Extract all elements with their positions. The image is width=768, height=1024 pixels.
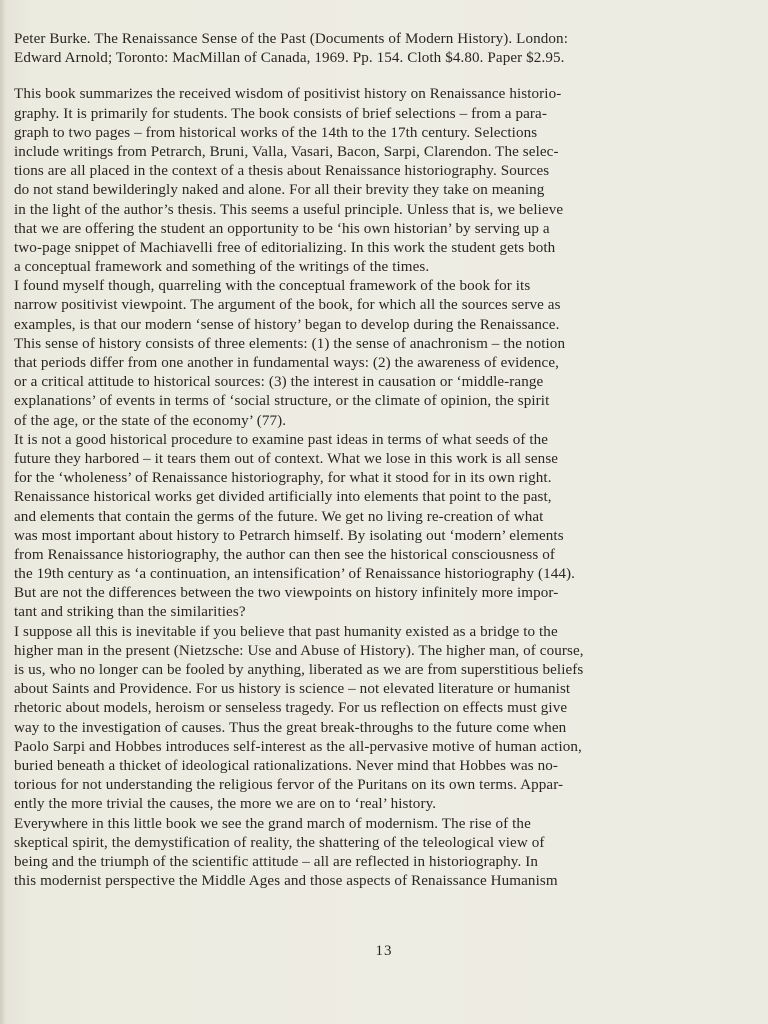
- body-line: from Renaissance historiography, the author can then see the historical consciousness of: [14, 546, 555, 563]
- body-line: It is not a good historical procedure to examine past ideas in terms of what seeds of the: [14, 431, 549, 448]
- body-line: graph to two pages – from historical works of the 14th to the 17th century. Selections: [14, 124, 538, 141]
- body-line: Renaissance historical works get divided artificially into elements that point to the past,: [14, 489, 552, 506]
- body-line: This sense of history consists of three elements: (1) the sense of anachronism – the notion: [14, 335, 566, 352]
- body-line: Paolo Sarpi and Hobbes introduces self-interest as the all-pervasive motive of human action,: [14, 738, 582, 755]
- body-line: include writings from Petrarch, Bruni, Valla, Vasari, Bacon, Sarpi, Clarendon. The selec-: [14, 143, 559, 160]
- body-line: higher man in the present (Nietzsche: Use and Abuse of History). The higher man, of course,: [14, 642, 584, 659]
- body-line: rhetoric about models, heroism or senseless tragedy. For us reflection on effects must give: [14, 700, 568, 717]
- body-line: for the ‘wholeness’ of Renaissance historiography, for what it stood for in its own right.: [14, 470, 552, 487]
- body-line: about Saints and Providence. For us history is science – not elevated literature or humanist: [14, 681, 571, 698]
- body-line: and elements that contain the germs of the future. We get no living re-creation of what: [14, 508, 544, 525]
- body-line: examples, is that our modern ‘sense of history’ began to develop during the Renaissance.: [14, 316, 560, 333]
- citation: [14, 30, 744, 68]
- body-line: of the age, or the state of the economy’ (77).: [14, 412, 287, 429]
- body-line: was most important about history to Petrarch himself. By isolating out ‘modern’ elements: [14, 527, 564, 544]
- body-line: that periods differ from one another in fundamental ways: (2) the awareness of evidence,: [14, 355, 559, 371]
- body-line: I suppose all this is inevitable if you believe that past humanity existed as a bridge to the: [14, 623, 558, 640]
- body-line: in the light of the author’s thesis. This seems a useful principle. Unless that is, we believe: [14, 201, 564, 218]
- body-line: ently the more trivial the causes, the more we are on to ‘real’ history.: [14, 796, 437, 813]
- body-line: a conceptual framework and something of the writings of the times.: [14, 259, 430, 276]
- body-line: is us, who no longer can be fooled by anything, liberated as we are from superstitious beliefs: [14, 662, 584, 678]
- body-line: torious for not understanding the religious fervor of the Puritans on its own terms. Appar-: [14, 777, 564, 794]
- body-line: that we are offering the student an opportunity to be ‘his own historian’ by serving up a: [14, 220, 550, 237]
- body-line: narrow positivist viewpoint. The argument of the book, for which all the sources serve as: [14, 297, 561, 314]
- citation-line: Peter Burke. The Renaissance Sense of the Past (Documents of Modern History). London:: [14, 31, 568, 47]
- body-line: being and the triumph of the scientific attitude – all are reflected in historiography. In: [14, 853, 538, 870]
- body-line: future they harbored – it tears them out of context. What we lose in this work is all sense: [14, 450, 559, 467]
- body-line: this modernist perspective the Middle Ages and those aspects of Renaissance Humanism: [14, 873, 558, 890]
- body-line: buried beneath a thicket of ideological rationalizations. Never mind that Hobbes was no-: [14, 757, 559, 774]
- body-line: tant and striking than the similarities?: [14, 604, 246, 621]
- body-line: the 19th century as ‘a continuation, an intensification’ of Renaissance historiography (144).: [14, 566, 576, 583]
- body-line: two-page snippet of Machiavelli free of editorializing. In this work the student gets both: [14, 239, 556, 256]
- page-number: 13: [375, 943, 393, 959]
- body-line: graphy. It is primarily for students. The book consists of brief selections – from a para-: [14, 105, 547, 122]
- body-line: Everywhere in this little book we see the grand march of modernism. The rise of the: [14, 815, 531, 832]
- body-line: skeptical spirit, the demystification of reality, the shattering of the teleological view of: [14, 834, 545, 851]
- citation-line: Edward Arnold; Toronto: MacMillan of Canada, 1969. Pp. 154. Cloth $4.80. Paper $2.95.: [14, 50, 565, 67]
- review-body: [14, 85, 744, 891]
- body-line: explanations’ of events in terms of ‘social structure, or the climate of opinion, the spirit: [14, 393, 550, 410]
- body-line: tions are all placed in the context of a thesis about Renaissance historiography. Sources: [14, 163, 550, 180]
- body-line: or a critical attitude to historical sources: (3) the interest in causation or ‘middle-range: [14, 374, 544, 391]
- body-line: This book summarizes the received wisdom of positivist history on Renaissance historio-: [14, 86, 562, 103]
- body-line: But are not the differences between the two viewpoints on history infinitely more impor-: [14, 585, 559, 602]
- review-text: [14, 30, 744, 891]
- binding-edge: [0, 0, 6, 1024]
- body-line: I found myself though, quarreling with the conceptual framework of the book for its: [14, 278, 531, 295]
- body-line: do not stand bewilderingly naked and alone. For all their brevity they take on meaning: [14, 182, 545, 199]
- body-line: way to the investigation of causes. Thus the great break-throughs to the future come when: [14, 719, 567, 736]
